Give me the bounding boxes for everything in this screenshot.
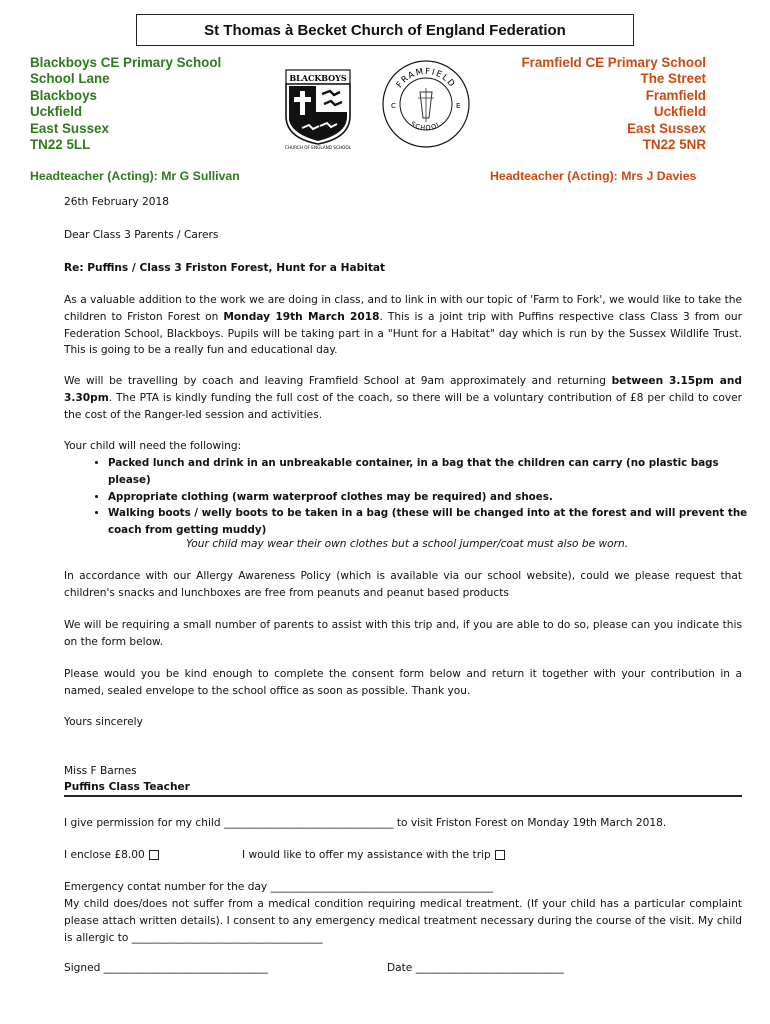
travel-rest: . The PTA is kindly funding the full cost of the coach, so there will be a voluntary contribution of £8 per child to cover the cost of the Ranger-led session and activities.: [64, 391, 742, 421]
needs-item: • Walking boots / welly boots to be taken in a bag (these will be changed into at the forest and will prevent the coach from getting muddy): [108, 505, 754, 539]
left-address-line: Blackboys: [30, 87, 97, 103]
svg-text:BLACKBOYS: BLACKBOYS: [289, 73, 347, 83]
intro-text: As a valuable addition to the work we are doing in class, and to link in with our topic of 'Farm to Fork', we would like to take the children to Friston Forest on: [64, 294, 742, 323]
right-headteacher: Headteacher (Acting): Mrs J Davies: [490, 169, 697, 183]
right-address-line: TN22 5NR: [642, 137, 706, 153]
return-time: between 3.15pm and 3.30pm: [64, 375, 742, 404]
assist-checkbox[interactable]: [495, 850, 505, 860]
svg-text:C: C: [391, 102, 396, 110]
svg-text:CHURCH OF ENGLAND SCHOOL: CHURCH OF ENGLAND SCHOOL: [285, 145, 351, 150]
needs-item: • Appropriate clothing (warm waterproof clothes may be required) and shoes.: [108, 489, 754, 506]
right-address-line: Framfield CE Primary School: [521, 55, 706, 70]
child-name-field[interactable]: ________________________________: [223, 817, 394, 829]
allergy-field[interactable]: ____________________________________: [131, 931, 323, 944]
left-school-address: [30, 55, 221, 153]
right-address-line: Framfield: [645, 87, 706, 103]
svg-text:E: E: [456, 102, 461, 110]
permission-line: [64, 815, 666, 832]
svg-text:FRAMFIELD: FRAMFIELD: [394, 66, 458, 91]
signed-label: Signed: [64, 962, 101, 974]
enclose-checkbox[interactable]: [149, 850, 159, 860]
emergency-label: Emergency contat number for the day: [64, 881, 268, 893]
signer-role: Puffins Class Teacher: [64, 781, 190, 793]
clothes-note: Your child may wear their own clothes but a school jumper/coat must also be worn.: [186, 538, 629, 550]
permission-label: I give permission for my child: [64, 817, 221, 829]
paragraph-consent: Please would you be kind enough to complete the consent form below and return it together with your contribution in a named, sealed envelope to the school office as soon as possible. Thank you.: [64, 668, 742, 697]
assist-label: I would like to offer my assistance with the trip: [242, 849, 491, 861]
federation-title-box: [136, 14, 634, 46]
date-line: [387, 960, 564, 977]
framfield-logo: [380, 58, 472, 150]
medical-paragraph: [64, 896, 742, 946]
right-address-line: The Street: [640, 71, 706, 87]
left-address-line: School Lane: [30, 71, 110, 87]
needs-intro: Your child will need the following:: [64, 440, 242, 452]
divider: [64, 795, 742, 797]
trip-date: Monday 19th March 2018: [223, 310, 380, 323]
intro-rest: . This is a joint trip with Puffins respective class Class 3 from our Federation School, Blackboys. Pupils will be taking part in a "Hunt for a Habitat" day which is run by the Sussex Wildlife Trust. This is going to be a really fun and educational day.: [64, 310, 742, 357]
left-address-line: Uckfield: [30, 104, 83, 120]
blackboys-logo: [272, 64, 364, 150]
right-school-address: [521, 55, 706, 153]
letter-date: 26th February 2018: [64, 196, 169, 208]
medical-text: My child does/does not suffer from a medical condition requiring medical treatment. (If your child has a particular complaint please attach written details). I consent to any emergency medical treatment necessary during the course of the visit. My child is allergic to: [64, 898, 742, 944]
left-address-line: Blackboys CE Primary School: [30, 55, 222, 70]
signature-field[interactable]: _______________________________: [103, 962, 268, 974]
left-address-line: East Sussex: [30, 120, 109, 136]
left-headteacher: Headteacher (Acting): Mr G Sullivan: [30, 169, 240, 183]
paragraph-allergy: In accordance with our Allergy Awareness Policy (which is available via our school website), could we please request that children's snacks and lunchboxes are free from peanuts and peanut based products: [64, 570, 742, 599]
permission-end: to visit Friston Forest on Monday 19th March 2018.: [396, 817, 667, 829]
federation-title: St Thomas à Becket Church of England Federation: [204, 21, 566, 39]
emergency-line: [64, 879, 493, 896]
svg-text:SCHOOL: SCHOOL: [409, 119, 443, 133]
signoff: Yours sincerely: [64, 716, 143, 728]
emergency-number-field[interactable]: __________________________________________: [270, 881, 494, 893]
enclose-line: [64, 847, 159, 864]
left-address-line: TN22 5LL: [30, 137, 91, 153]
enclose-label: I enclose £8.00: [64, 849, 145, 861]
right-address-line: East Sussex: [627, 120, 706, 136]
date-label: Date: [387, 962, 413, 974]
signer-name: Miss F Barnes: [64, 765, 137, 777]
paragraph-parents: We will be requiring a small number of parents to assist with this trip and, if you are able to do so, please can you indicate this on the form below.: [64, 619, 742, 648]
letter-salutation: Dear Class 3 Parents / Carers: [64, 229, 219, 241]
paragraph-travel: [64, 373, 742, 423]
letter-subject: Re: Puffins / Class 3 Friston Forest, Hunt for a Habitat: [64, 262, 386, 274]
right-address-line: Uckfield: [653, 104, 706, 120]
travel-text: We will be travelling by coach and leaving Framfield School at 9am approximately and returning: [64, 375, 606, 387]
signed-line: [64, 960, 268, 977]
paragraph-intro: [64, 292, 742, 359]
assist-line: [242, 847, 505, 864]
needs-item: • Packed lunch and drink in an unbreakable container, in a bag that the children can carry (no plastic bags please): [108, 455, 754, 489]
needs-list: [64, 455, 754, 539]
date-field[interactable]: ____________________________: [415, 962, 565, 974]
